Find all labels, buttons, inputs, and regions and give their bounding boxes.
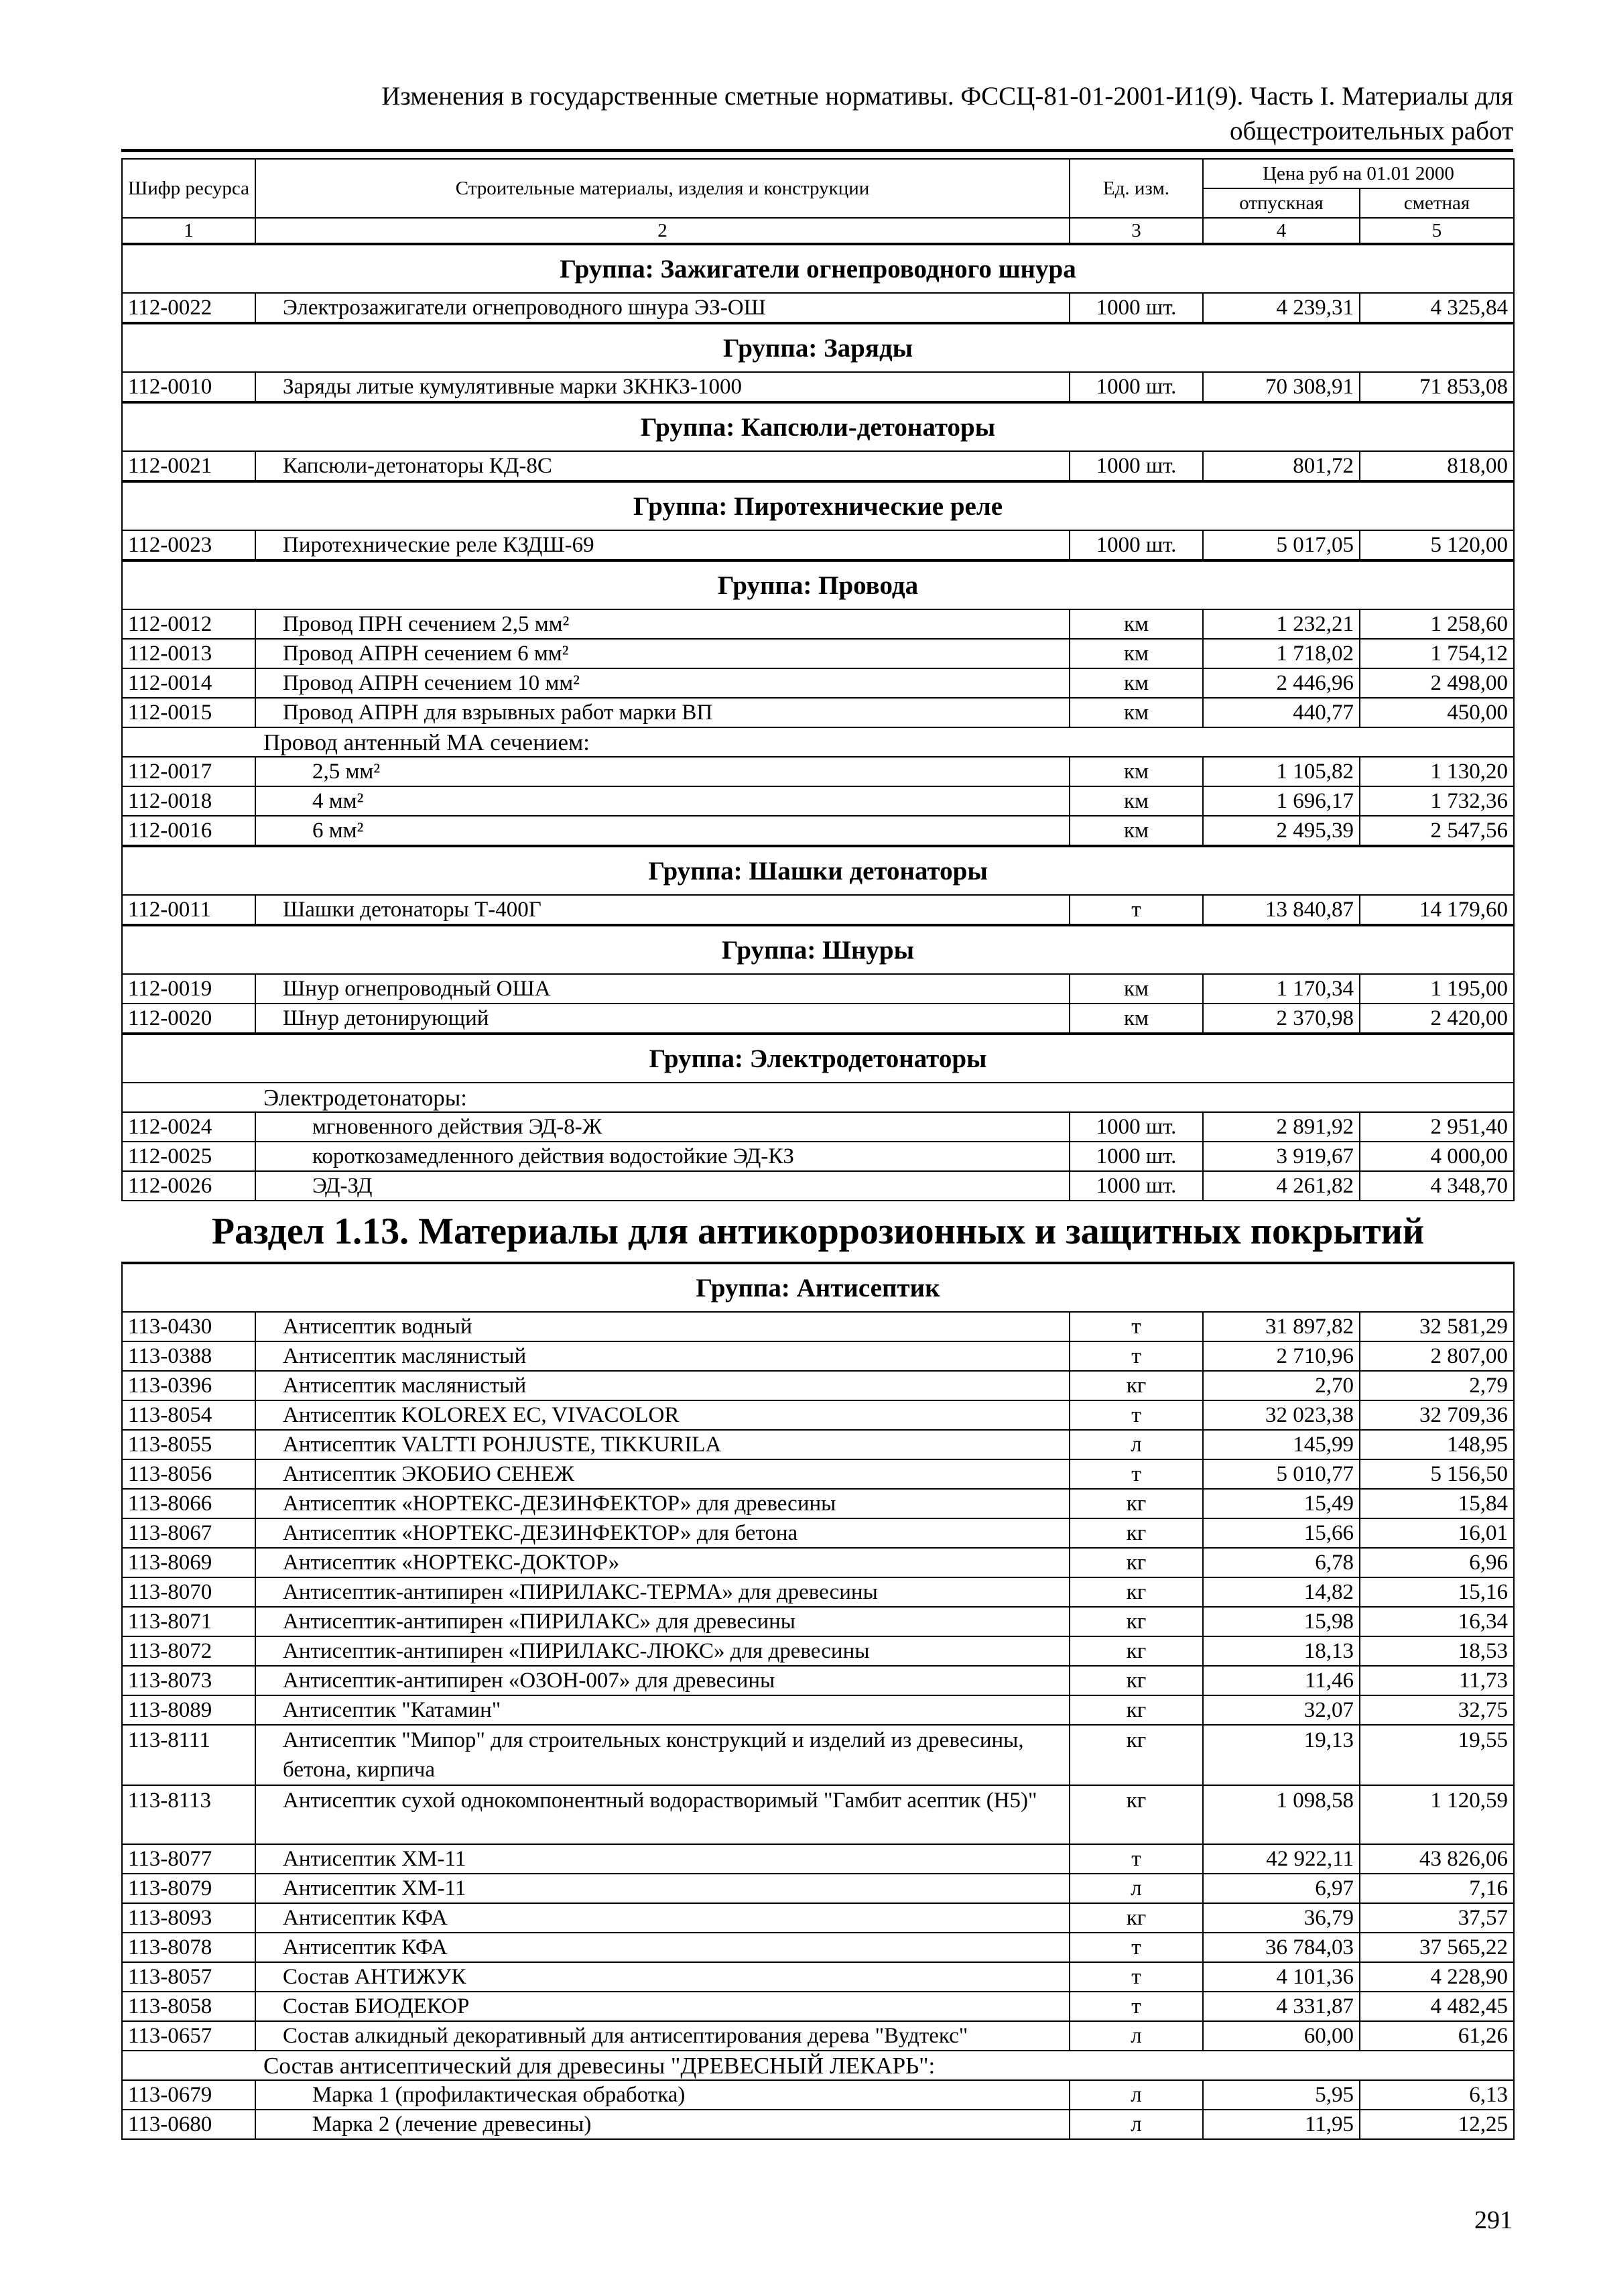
table-row	[122, 372, 1514, 402]
resource-code: 112-0020	[122, 1004, 255, 1034]
estimate-price: 1 130,20	[1360, 757, 1514, 786]
section-title: Раздел 1.13. Материалы для антикоррозионных и защитных покрытий	[122, 1201, 1514, 1263]
release-price: 13 840,87	[1203, 895, 1360, 925]
table-row	[122, 1636, 1514, 1666]
estimate-price: 148,95	[1360, 1430, 1514, 1459]
estimate-price: 4 228,90	[1360, 1962, 1514, 1992]
resource-code: 112-0022	[122, 293, 255, 323]
material-name: Антисептик «НОРТЕКС-ДЕЗИНФЕКТОР» для древесины	[255, 1489, 1070, 1518]
unit: км	[1070, 698, 1203, 727]
col-number: 5	[1360, 218, 1514, 244]
resource-code: 113-8111	[122, 1725, 255, 1785]
resource-code: 113-8070	[122, 1577, 255, 1607]
material-name: Капсюли-детонаторы КД-8С	[255, 451, 1070, 481]
material-name: Антисептик водный	[255, 1312, 1070, 1341]
material-name: Антисептик КФА	[255, 1903, 1070, 1933]
table-row	[122, 1725, 1514, 1785]
table-body	[122, 244, 1514, 2139]
release-price: 11,95	[1203, 2110, 1360, 2139]
col-number: 3	[1070, 218, 1203, 244]
resource-code: 113-8077	[122, 1844, 255, 1874]
resource-code: 113-0657	[122, 2021, 255, 2051]
subheading-row	[122, 2051, 1514, 2080]
unit: т	[1070, 1933, 1203, 1962]
table-row	[122, 1371, 1514, 1400]
table-row	[122, 1142, 1514, 1171]
estimate-price: 450,00	[1360, 698, 1514, 727]
table-row	[122, 698, 1514, 727]
group-header-row	[122, 1034, 1514, 1083]
estimate-price: 2 951,40	[1360, 1112, 1514, 1142]
unit: 1000 шт.	[1070, 530, 1203, 560]
material-name: Антисептик маслянистый	[255, 1341, 1070, 1371]
table-row	[122, 1341, 1514, 1371]
unit: л	[1070, 2080, 1203, 2110]
table-row	[122, 1666, 1514, 1695]
table-row	[122, 1577, 1514, 1607]
unit: кг	[1070, 1518, 1203, 1548]
unit: т	[1070, 895, 1203, 925]
resource-code: 113-8056	[122, 1459, 255, 1489]
release-price: 60,00	[1203, 2021, 1360, 2051]
resource-code: 113-8055	[122, 1430, 255, 1459]
unit: 1000 шт.	[1070, 293, 1203, 323]
resource-code: 113-8089	[122, 1695, 255, 1725]
material-name: Пиротехнические реле КЗДШ-69	[255, 530, 1070, 560]
unit: л	[1070, 1874, 1203, 1903]
unit: т	[1070, 1459, 1203, 1489]
material-name: Антисептик маслянистый	[255, 1371, 1070, 1400]
estimate-price: 12,25	[1360, 2110, 1514, 2139]
table-row	[122, 1548, 1514, 1577]
table-row	[122, 1171, 1514, 1201]
table-row	[122, 1962, 1514, 1992]
group-header-row	[122, 925, 1514, 974]
col-header-name: Строительные материалы, изделия и конструкции	[255, 159, 1070, 218]
table-row	[122, 2021, 1514, 2051]
release-price: 4 239,31	[1203, 293, 1360, 323]
resource-code: 113-8078	[122, 1933, 255, 1962]
material-name: Антисептик КФА	[255, 1933, 1070, 1962]
release-price: 42 922,11	[1203, 1844, 1360, 1874]
release-price: 440,77	[1203, 698, 1360, 727]
table-row	[122, 2110, 1514, 2139]
unit: кг	[1070, 1371, 1203, 1400]
release-price: 6,97	[1203, 1874, 1360, 1903]
resource-code: 113-8067	[122, 1518, 255, 1548]
unit: кг	[1070, 1548, 1203, 1577]
material-name: Антисептик ХМ-11	[255, 1844, 1070, 1874]
resource-code: 113-8058	[122, 1992, 255, 2021]
release-price: 801,72	[1203, 451, 1360, 481]
unit: л	[1070, 2021, 1203, 2051]
release-price: 2 495,39	[1203, 816, 1360, 846]
estimate-price: 4 325,84	[1360, 293, 1514, 323]
resource-code: 112-0016	[122, 816, 255, 846]
material-name: Провод АПРН сечением 6 мм²	[255, 639, 1070, 668]
page-number: 291	[1474, 2206, 1513, 2234]
table-row	[122, 1903, 1514, 1933]
release-price: 3 919,67	[1203, 1142, 1360, 1171]
estimate-price: 19,55	[1360, 1725, 1514, 1785]
table-row	[122, 757, 1514, 786]
material-name: Антисептик ХМ-11	[255, 1874, 1070, 1903]
group-header-row	[122, 323, 1514, 372]
group-title: Группа: Шашки детонаторы	[122, 846, 1514, 895]
estimate-price: 1 754,12	[1360, 639, 1514, 668]
estimate-price: 14 179,60	[1360, 895, 1514, 925]
release-price: 4 261,82	[1203, 1171, 1360, 1201]
col-number: 2	[255, 218, 1070, 244]
unit: кг	[1070, 1725, 1203, 1785]
resource-code: 112-0010	[122, 372, 255, 402]
release-price: 2 446,96	[1203, 668, 1360, 698]
release-price: 2,70	[1203, 1371, 1360, 1400]
table-row	[122, 1312, 1514, 1341]
table-row	[122, 293, 1514, 323]
unit: т	[1070, 1844, 1203, 1874]
running-header: Изменения в государственные сметные нормативы. ФССЦ-81-01-2001-И1(9). Часть I. Материалы для общестроительных работ	[381, 82, 1513, 145]
resource-code: 112-0023	[122, 530, 255, 560]
material-name: Антисептик «НОРТЕКС-ДЕЗИНФЕКТОР» для бетона	[255, 1518, 1070, 1548]
resource-code: 113-0388	[122, 1341, 255, 1371]
estimate-price: 6,13	[1360, 2080, 1514, 2110]
material-name: Заряды литые кумулятивные марки ЗКНКЗ-1000	[255, 372, 1070, 402]
release-price: 4 331,87	[1203, 1992, 1360, 2021]
group-title: Группа: Пиротехнические реле	[122, 481, 1514, 530]
release-price: 145,99	[1203, 1430, 1360, 1459]
subheading-row	[122, 727, 1514, 757]
col-header-unit: Ед. изм.	[1070, 159, 1203, 218]
resource-code: 112-0025	[122, 1142, 255, 1171]
resource-code: 113-8069	[122, 1548, 255, 1577]
material-name: Антисептик «НОРТЕКС-ДОКТОР»	[255, 1548, 1070, 1577]
resource-code: 112-0013	[122, 639, 255, 668]
material-name: Электрозажигатели огнепроводного шнура ЭЗ-ОШ	[255, 293, 1070, 323]
estimate-price: 2 807,00	[1360, 1341, 1514, 1371]
material-name: Антисептик-антипирен «ПИРИЛАКС» для древесины	[255, 1607, 1070, 1636]
estimate-price: 11,73	[1360, 1666, 1514, 1695]
unit: т	[1070, 1992, 1203, 2021]
table-row	[122, 1874, 1514, 1903]
resource-code: 113-8057	[122, 1962, 255, 1992]
unit: км	[1070, 974, 1203, 1004]
table-row	[122, 451, 1514, 481]
material-name: 4 мм²	[255, 786, 1070, 816]
resource-code: 113-0430	[122, 1312, 255, 1341]
unit: 1000 шт.	[1070, 451, 1203, 481]
material-name: Антисептик-антипирен «ОЗОН-007» для древесины	[255, 1666, 1070, 1695]
subheading-row	[122, 1083, 1514, 1112]
material-name: Марка 1 (профилактическая обработка)	[255, 2080, 1070, 2110]
material-name: мгновенного действия ЭД-8-Ж	[255, 1112, 1070, 1142]
table-row	[122, 1400, 1514, 1430]
table-row	[122, 1489, 1514, 1518]
estimate-price: 5 120,00	[1360, 530, 1514, 560]
resource-code: 113-8073	[122, 1666, 255, 1695]
material-name: короткозамедленного действия водостойкие ЭД-КЗ	[255, 1142, 1070, 1171]
table-row	[122, 1933, 1514, 1962]
material-name: Антисептик-антипирен «ПИРИЛАКС-ЛЮКС» для древесины	[255, 1636, 1070, 1666]
resource-code: 113-0396	[122, 1371, 255, 1400]
release-price: 15,49	[1203, 1489, 1360, 1518]
estimate-price: 1 732,36	[1360, 786, 1514, 816]
material-name: Состав алкидный декоративный для антисептирования дерева "Вудтекс"	[255, 2021, 1070, 2051]
table-row	[122, 974, 1514, 1004]
estimate-price: 15,16	[1360, 1577, 1514, 1607]
estimate-price: 16,01	[1360, 1518, 1514, 1548]
group-title: Группа: Заряды	[122, 323, 1514, 372]
unit: км	[1070, 668, 1203, 698]
group-header-row	[122, 481, 1514, 530]
col-header-price: Цена руб на 01.01 2000	[1203, 159, 1514, 188]
estimate-price: 32 709,36	[1360, 1400, 1514, 1430]
release-price: 11,46	[1203, 1666, 1360, 1695]
release-price: 2 710,96	[1203, 1341, 1360, 1371]
subheading-text: Электродетонаторы:	[122, 1083, 1514, 1112]
group-title: Группа: Провода	[122, 560, 1514, 609]
col-number: 1	[122, 218, 255, 244]
material-name: Шнур огнепроводный ОША	[255, 974, 1070, 1004]
resource-code: 112-0014	[122, 668, 255, 698]
resource-code: 112-0021	[122, 451, 255, 481]
resource-code: 113-0679	[122, 2080, 255, 2110]
unit: км	[1070, 757, 1203, 786]
table-row	[122, 786, 1514, 816]
unit: км	[1070, 786, 1203, 816]
resource-code: 113-8093	[122, 1903, 255, 1933]
estimate-price: 5 156,50	[1360, 1459, 1514, 1489]
resource-code: 113-8072	[122, 1636, 255, 1666]
material-name: 2,5 мм²	[255, 757, 1070, 786]
release-price: 31 897,82	[1203, 1312, 1360, 1341]
estimate-price: 2,79	[1360, 1371, 1514, 1400]
table-row	[122, 1518, 1514, 1548]
material-name: Антисептик "Катамин"	[255, 1695, 1070, 1725]
estimate-price: 7,16	[1360, 1874, 1514, 1903]
release-price: 36,79	[1203, 1903, 1360, 1933]
release-price: 70 308,91	[1203, 372, 1360, 402]
estimate-price: 1 195,00	[1360, 974, 1514, 1004]
unit: 1000 шт.	[1070, 1112, 1203, 1142]
unit: кг	[1070, 1903, 1203, 1933]
release-price: 1 105,82	[1203, 757, 1360, 786]
release-price: 6,78	[1203, 1548, 1360, 1577]
material-name: Состав АНТИЖУК	[255, 1962, 1070, 1992]
release-price: 32 023,38	[1203, 1400, 1360, 1430]
estimate-price: 32,75	[1360, 1695, 1514, 1725]
release-price: 14,82	[1203, 1577, 1360, 1607]
release-price: 5 017,05	[1203, 530, 1360, 560]
resource-code: 113-8113	[122, 1785, 255, 1844]
release-price: 1 170,34	[1203, 974, 1360, 1004]
table-row	[122, 1112, 1514, 1142]
group-title: Группа: Шнуры	[122, 925, 1514, 974]
material-name: Марка 2 (лечение древесины)	[255, 2110, 1070, 2139]
unit: км	[1070, 816, 1203, 846]
estimate-price: 4 482,45	[1360, 1992, 1514, 2021]
subheading-text: Провод антенный МА сечением:	[122, 727, 1514, 757]
unit: кг	[1070, 1636, 1203, 1666]
resource-code: 112-0015	[122, 698, 255, 727]
table-row	[122, 895, 1514, 925]
resource-code: 112-0011	[122, 895, 255, 925]
estimate-price: 818,00	[1360, 451, 1514, 481]
group-title: Группа: Электродетонаторы	[122, 1034, 1514, 1083]
material-name: Антисептик сухой однокомпонентный водорастворимый "Гамбит асептик (Н5)"	[255, 1785, 1070, 1844]
unit: л	[1070, 2110, 1203, 2139]
release-price: 18,13	[1203, 1636, 1360, 1666]
unit: л	[1070, 1430, 1203, 1459]
release-price: 36 784,03	[1203, 1933, 1360, 1962]
material-name: Антисептик-антипирен «ПИРИЛАКС-ТЕРМА» для древесины	[255, 1577, 1070, 1607]
estimate-price: 32 581,29	[1360, 1312, 1514, 1341]
material-name: Провод АПРН сечением 10 мм²	[255, 668, 1070, 698]
unit: кг	[1070, 1695, 1203, 1725]
table-row	[122, 1004, 1514, 1034]
unit: кг	[1070, 1577, 1203, 1607]
release-price: 15,66	[1203, 1518, 1360, 1548]
release-price: 19,13	[1203, 1725, 1360, 1785]
resource-code: 112-0026	[122, 1171, 255, 1201]
release-price: 1 098,58	[1203, 1785, 1360, 1844]
unit: км	[1070, 639, 1203, 668]
estimate-price: 18,53	[1360, 1636, 1514, 1666]
material-name: Шнур детонирующий	[255, 1004, 1070, 1034]
release-price: 2 370,98	[1203, 1004, 1360, 1034]
resource-code: 113-8066	[122, 1489, 255, 1518]
release-price: 1 718,02	[1203, 639, 1360, 668]
unit: кг	[1070, 1666, 1203, 1695]
material-name: Антисептик ЭКОБИО СЕНЕЖ	[255, 1459, 1070, 1489]
unit: кг	[1070, 1785, 1203, 1844]
resource-code: 113-8054	[122, 1400, 255, 1430]
col-header-code: Шифр ресурса	[122, 159, 255, 218]
unit: км	[1070, 1004, 1203, 1034]
table-row	[122, 1844, 1514, 1874]
estimate-price: 71 853,08	[1360, 372, 1514, 402]
estimate-price: 4 348,70	[1360, 1171, 1514, 1201]
estimate-price: 2 420,00	[1360, 1004, 1514, 1034]
subheading-text: Состав антисептический для древесины "ДРЕВЕСНЫЙ ЛЕКАРЬ":	[122, 2051, 1514, 2080]
release-price: 15,98	[1203, 1607, 1360, 1636]
unit: кг	[1070, 1489, 1203, 1518]
estimate-price: 2 547,56	[1360, 816, 1514, 846]
estimate-price: 1 258,60	[1360, 609, 1514, 639]
unit: 1000 шт.	[1070, 1142, 1203, 1171]
col-header-estimate: сметная	[1360, 188, 1514, 218]
material-name: 6 мм²	[255, 816, 1070, 846]
estimate-price: 61,26	[1360, 2021, 1514, 2051]
material-name: Шашки детонаторы Т-400Г	[255, 895, 1070, 925]
resource-code: 112-0017	[122, 757, 255, 786]
table-row	[122, 816, 1514, 846]
unit: т	[1070, 1962, 1203, 1992]
material-name: Антисептик "Мипор" для строительных конструкций и изделий из древесины, бетона, кирпича	[255, 1725, 1070, 1785]
estimate-price: 15,84	[1360, 1489, 1514, 1518]
material-name: Антисептик VALTTI POHJUSTE, TIKKURILA	[255, 1430, 1070, 1459]
resource-code: 113-8071	[122, 1607, 255, 1636]
estimate-price: 37 565,22	[1360, 1933, 1514, 1962]
group-header-row	[122, 402, 1514, 451]
table-row	[122, 1695, 1514, 1725]
unit: 1000 шт.	[1070, 1171, 1203, 1201]
col-header-release: отпускная	[1203, 188, 1360, 218]
estimate-price: 6,96	[1360, 1548, 1514, 1577]
release-price: 5 010,77	[1203, 1459, 1360, 1489]
release-price: 1 696,17	[1203, 786, 1360, 816]
material-name: Состав БИОДЕКОР	[255, 1992, 1070, 2021]
table-row	[122, 1459, 1514, 1489]
estimate-price: 16,34	[1360, 1607, 1514, 1636]
header-rule	[121, 149, 1513, 152]
release-price: 4 101,36	[1203, 1962, 1360, 1992]
resource-code: 112-0024	[122, 1112, 255, 1142]
material-name: Антисептик KOLOREX EC, VIVACOLOR	[255, 1400, 1070, 1430]
table-row	[122, 609, 1514, 639]
material-name: ЭД-ЗД	[255, 1171, 1070, 1201]
estimate-price: 4 000,00	[1360, 1142, 1514, 1171]
estimate-price: 43 826,06	[1360, 1844, 1514, 1874]
release-price: 5,95	[1203, 2080, 1360, 2110]
group-header-row	[122, 244, 1514, 293]
unit: т	[1070, 1312, 1203, 1341]
resource-code: 113-0680	[122, 2110, 255, 2139]
section-header-row	[122, 1201, 1514, 1263]
resource-code: 113-8079	[122, 1874, 255, 1903]
table-row	[122, 1430, 1514, 1459]
group-header-row	[122, 846, 1514, 895]
unit: т	[1070, 1341, 1203, 1371]
group-header-row	[122, 560, 1514, 609]
release-price: 32,07	[1203, 1695, 1360, 1725]
col-number: 4	[1203, 218, 1360, 244]
table-row	[122, 1992, 1514, 2021]
table-row	[122, 1785, 1514, 1844]
release-price: 2 891,92	[1203, 1112, 1360, 1142]
table-row	[122, 1607, 1514, 1636]
unit: км	[1070, 609, 1203, 639]
resource-code: 112-0019	[122, 974, 255, 1004]
material-name: Провод АПРН для взрывных работ марки ВП	[255, 698, 1070, 727]
price-table	[121, 158, 1515, 2140]
estimate-price: 37,57	[1360, 1903, 1514, 1933]
group-header-row	[122, 1263, 1514, 1312]
resource-code: 112-0018	[122, 786, 255, 816]
table-row	[122, 668, 1514, 698]
table-row	[122, 2080, 1514, 2110]
unit: 1000 шт.	[1070, 372, 1203, 402]
group-title: Группа: Зажигатели огнепроводного шнура	[122, 244, 1514, 293]
group-title: Группа: Капсюли-детонаторы	[122, 402, 1514, 451]
estimate-price: 2 498,00	[1360, 668, 1514, 698]
material-name: Провод ПРН сечением 2,5 мм²	[255, 609, 1070, 639]
table-row	[122, 530, 1514, 560]
estimate-price: 1 120,59	[1360, 1785, 1514, 1844]
resource-code: 112-0012	[122, 609, 255, 639]
table-row	[122, 639, 1514, 668]
group-title: Группа: Антисептик	[122, 1263, 1514, 1312]
unit: т	[1070, 1400, 1203, 1430]
release-price: 1 232,21	[1203, 609, 1360, 639]
unit: кг	[1070, 1607, 1203, 1636]
